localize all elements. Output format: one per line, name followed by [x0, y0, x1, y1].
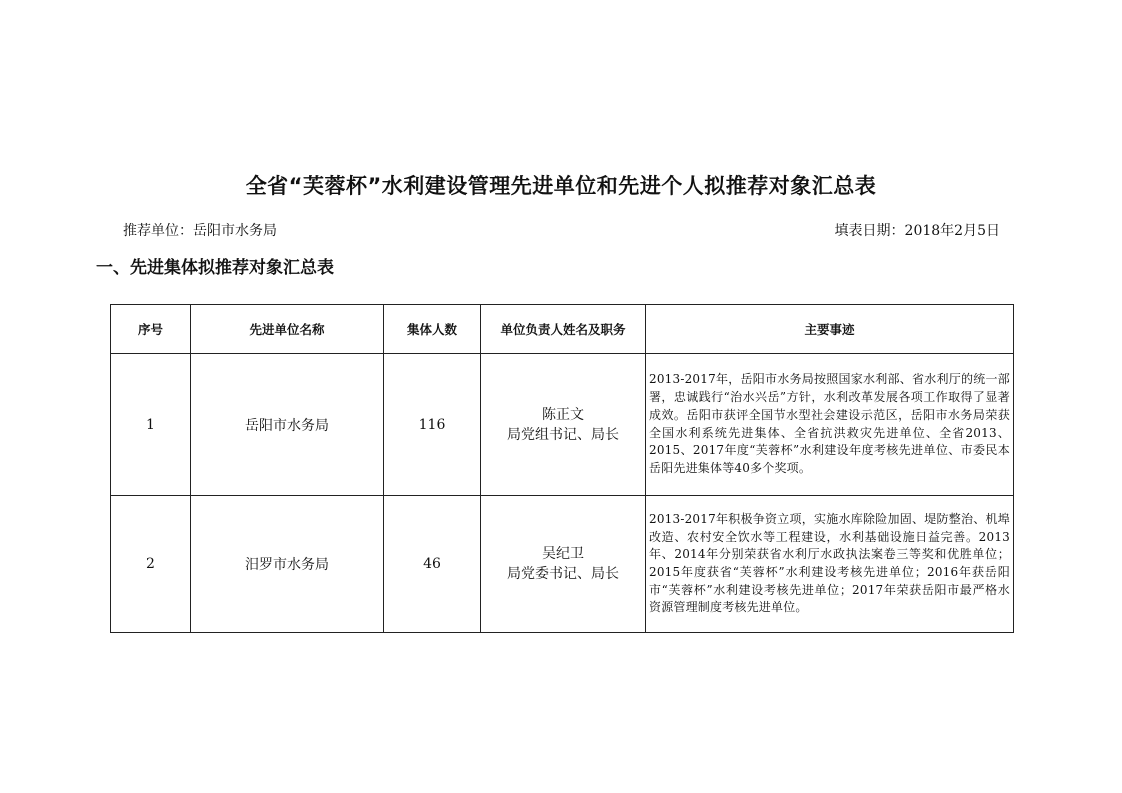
- cell-headcount: 116: [384, 354, 481, 496]
- page-title: 全省“芙蓉杯”水利建设管理先进单位和先进个人拟推荐对象汇总表: [245, 174, 877, 198]
- section-heading: 一、先进集体拟推荐对象汇总表: [96, 258, 334, 278]
- cell-unit-name: 汨罗市水务局: [191, 496, 384, 633]
- table-header-row: [111, 305, 1014, 354]
- header-headcount: 集体人数: [384, 305, 481, 354]
- cell-headcount: 46: [384, 496, 481, 633]
- cell-leader: [481, 354, 646, 496]
- header-unit-name: 先进单位名称: [191, 305, 384, 354]
- cell-unit-name: 岳阳市水务局: [191, 354, 384, 496]
- leader-title: 局党委书记、局长: [507, 566, 619, 582]
- fill-date: 填表日期：2018年2月5日: [834, 223, 1000, 239]
- header-deeds: 主要事迹: [646, 305, 1014, 354]
- cell-leader: [481, 496, 646, 633]
- cell-seq: 1: [111, 354, 191, 496]
- summary-table: [110, 304, 1014, 633]
- header-leader: 单位负责人姓名及职务: [481, 305, 646, 354]
- leader-name: 吴纪卫: [542, 546, 584, 562]
- leader-title: 局党组书记、局长: [507, 426, 619, 443]
- cell-deeds: 2013-2017年积极争资立项，实施水库除险加固、堤防整治、机埠改造、农村安全饮水等工程建设，水利基础设施日益完善。2013年、2014年分别荣获省水利厅水政执法案卷三等奖和优胜单位；2015年度获省“芙蓉杯”水利建设考核先进单位；2016年获岳阳市“芙蓉杯”水利建设考核先进单位；2017年荣获岳阳市最严格水资源管理制度考核先进单位。: [646, 496, 1014, 633]
- recommending-unit: 推荐单位：岳阳市水务局: [123, 223, 277, 239]
- leader-name: 陈正文: [542, 406, 584, 423]
- cell-deeds: 2013-2017年，岳阳市水务局按照国家水利部、省水利厅的统一部署，忠诚践行“治水兴岳”方针，水利改革发展各项工作取得了显著成效。岳阳市获评全国节水型社会建设示范区，岳阳市水务局荣获全国水利系统先进集体、全省抗洪救灾先进单位、全省2013、2015、2017年度“芙蓉杯”水利建设年度考核先进单位、市委民本岳阳先进集体等40多个奖项。: [646, 354, 1014, 496]
- header-seq: 序号: [111, 305, 191, 354]
- table-row: [111, 496, 1014, 633]
- cell-seq: 2: [111, 496, 191, 633]
- table-row: [111, 354, 1014, 496]
